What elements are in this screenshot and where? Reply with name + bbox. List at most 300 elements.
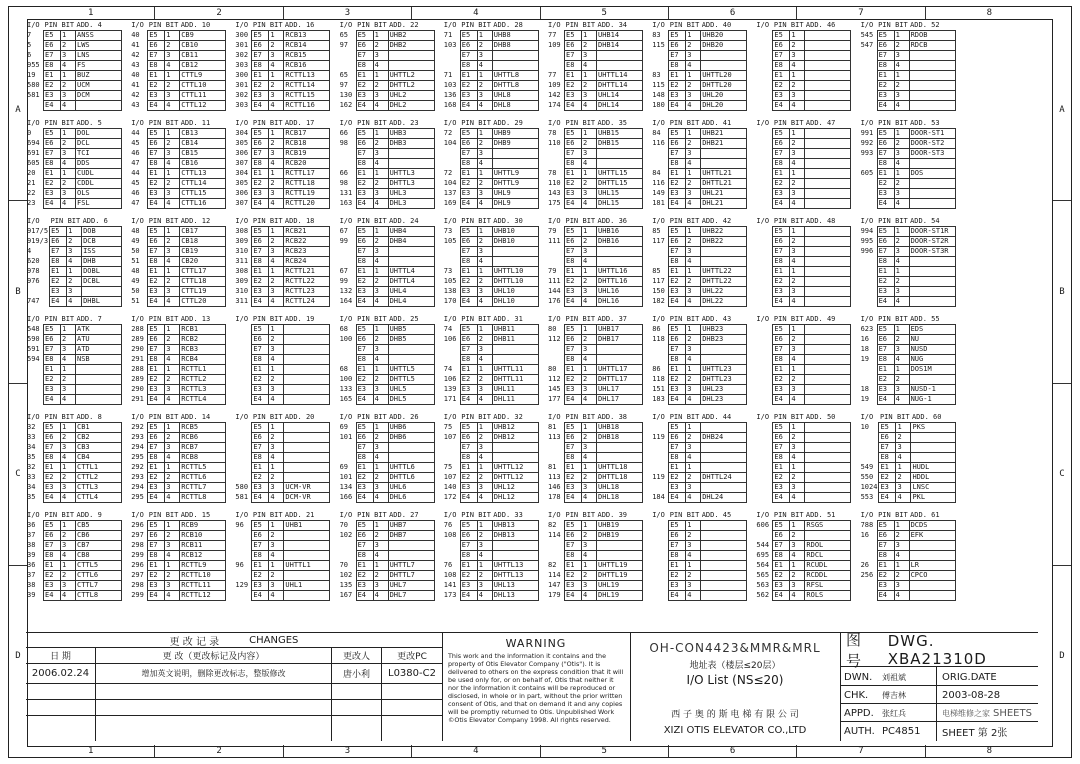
io-row [860,325,956,335]
io-cell: E8 [460,355,477,365]
io-header-cell: ADD. 28 [492,20,538,31]
io-cell: 4 [582,257,597,267]
io-cell [443,149,461,159]
io-cell [909,61,955,71]
io-cell: UHTTL20 [701,71,747,81]
changes-hdr-pc: 更改PC [397,651,427,662]
io-cell: 4 [686,101,701,111]
io-cell: E4 [669,493,686,503]
io-row [651,287,747,297]
io-row [443,345,539,355]
io-block [547,216,643,312]
io-cell: 168 [443,101,461,111]
io-cell: E3 [565,385,582,395]
zone-label: D [15,651,21,662]
io-row [234,345,330,355]
io-cell: RCTTL16 [284,101,330,111]
io-block [339,510,435,606]
io-cell: E4 [148,395,165,405]
io-cell: 4 [894,159,909,169]
io-cell [805,61,851,71]
io-block [651,216,747,312]
io-header-cell: PIN [460,118,477,129]
io-cell [755,355,773,365]
io-cell: 1 [61,31,76,41]
warning-text: This work and the information it contains and the property of Otis Elevator Company ("Otis"). It is delivered to others on the express condition that it will be used only for, or on behalf of, Otis that neither it nor the information it contains will be reproduced or disclosed, in whole or in part, without the prior written consent of Otis, and that on demand it and any copies will be promptly returned to Otis. Unpublished Work ©Otis Elevator Company 1998. All rights reserved. [448,652,624,724]
io-cell: E4 [356,395,373,405]
io-cell: DHL20 [701,101,747,111]
io-row [339,541,435,551]
io-cell: E6 [252,139,269,149]
io-cell: 2 [269,531,284,541]
io-block [860,510,956,606]
io-cell: E8 [460,257,477,267]
io-cell: 40 [130,31,148,41]
io-cell [805,267,851,277]
io-cell [909,159,955,169]
io-row [130,71,226,81]
io-cell: 65 [339,31,357,41]
io-cell: E5 [148,31,165,41]
io-row [860,463,956,473]
io-cell [651,61,669,71]
io-cell [651,521,669,531]
io-cell: E8 [252,453,269,463]
io-cell: 3 [582,287,597,297]
io-cell: 2 [165,237,180,247]
io-cell: DHL7 [388,591,434,601]
io-cell: 1 [686,365,701,375]
io-cell: RCTTL12 [180,591,226,601]
io-cell: RCTTL3 [180,385,226,395]
io-cell: E3 [148,91,165,101]
io-cell: 2 [686,41,701,51]
io-row [339,159,435,169]
io-cell: E1 [356,561,373,571]
io-cell [547,61,565,71]
io-cell: E1 [44,365,61,375]
io-cell: 2 [477,139,492,149]
io-cell: 51 [130,257,148,267]
io-cell: 4 [373,395,388,405]
io-cell: 298 [130,581,148,591]
io-header-cell: BIT [686,412,700,421]
io-row [547,521,643,531]
io-cell [597,541,643,551]
io-row [234,237,330,247]
io-row [651,395,747,405]
io-cell [284,453,330,463]
io-cell: E5 [565,521,582,531]
io-cell: DHTTL9 [492,179,538,189]
io-cell: E5 [773,31,790,41]
io-cell: 3 [894,149,909,159]
io-header-cell: ADD. 49 [805,314,851,325]
io-cell: 3 [894,247,909,257]
io-cell: 3 [269,541,284,551]
io-row [443,287,539,297]
io-cell: 1 [582,561,597,571]
io-cell: 2 [894,41,909,51]
io-cell [597,149,643,159]
io-row [651,267,747,277]
io-cell: 85 [651,267,669,277]
io-row [130,541,226,551]
io-cell: E7 [50,247,67,257]
io-cell [597,453,643,463]
io-cell: 4 [165,199,180,209]
io-cell: 3 [373,345,388,355]
io-row [339,277,435,287]
io-cell: 101 [339,433,357,443]
io-cell: UHTTL18 [597,463,643,473]
io-cell [234,443,252,453]
io-cell: 4 [686,297,701,307]
io-cell: E3 [148,287,165,297]
io-cell: E8 [877,551,894,561]
io-cell: E7 [460,541,477,551]
io-cell: E3 [460,483,477,493]
io-cell: 1 [61,561,76,571]
io-cell: CUDL [76,169,122,179]
io-header-cell: I/O [131,118,144,127]
io-cell: 86 [651,365,669,375]
io-cell: E2 [44,81,61,91]
io-cell: E2 [252,571,269,581]
io-header-cell: BIT [165,412,179,421]
io-row [234,561,330,571]
io-row [443,375,539,385]
io-cell: CB14 [180,139,226,149]
io-cell: 1 [61,71,76,81]
io-row [339,31,435,41]
io-cell: 4 [582,159,597,169]
io-row [547,335,643,345]
io-cell: CB20 [180,257,226,267]
io-row [651,61,747,71]
io-cell: 107 [443,433,461,443]
io-header-cell: ADD. 14 [180,412,226,423]
io-row [860,531,956,541]
io-cell: 2 [61,571,76,581]
io-cell: 172 [443,493,461,503]
io-cell [443,159,461,169]
io-cell: TCI [76,149,122,159]
io-cell: E8 [356,453,373,463]
io-cell: E8 [773,551,790,561]
io-cell: E1 [460,71,477,81]
io-header-cell: PIN [565,20,582,31]
io-cell: DHL5 [388,395,434,405]
io-cell: 104 [443,179,461,189]
io-cell: 18 [860,345,878,355]
io-cell: E8 [669,159,686,169]
io-cell: 301 [234,81,252,91]
io-cell: E1 [252,365,269,375]
io-cell: 100 [339,335,357,345]
io-cell [651,257,669,267]
io-cell: 2 [165,81,180,91]
io-cell [755,227,773,237]
io-row [547,483,643,493]
io-cell: E7 [252,149,269,159]
io-cell [443,355,461,365]
io-cell [26,395,44,405]
io-cell: E4 [252,591,269,601]
io-cell: E2 [669,375,686,385]
io-cell: 2 [269,335,284,345]
io-header-cell: BIT [895,20,908,29]
io-cell: RCTTL9 [180,561,226,571]
io-row [443,483,539,493]
io-cell: E8 [460,159,477,169]
io-cell: E5 [669,227,686,237]
io-cell: 4 [269,551,284,561]
io-cell [805,41,851,51]
io-cell: UHB5 [388,325,434,335]
changes-row-empty [26,683,442,700]
io-header-cell: I/O [756,510,770,519]
io-cell: 42 [130,91,148,101]
io-cell: 1 [269,561,284,571]
io-cell: DCM-VR [284,493,330,503]
io-cell [443,345,461,355]
io-cell: 3 [269,443,284,453]
io-cell: E3 [877,189,894,199]
io-cell: 1 [477,71,492,81]
io-cell [860,61,878,71]
io-row [755,199,851,209]
io-cell: 549 [860,463,879,473]
io-cell: UHTTL14 [597,71,643,81]
io-cell: 1 [894,365,909,375]
io-block [651,20,747,116]
io-block [755,314,851,410]
io-cell: UHB19 [597,521,643,531]
io-block [234,118,330,214]
io-cell [755,81,773,91]
io-block [547,510,643,606]
io-cell [755,31,773,41]
io-cell [443,257,461,267]
io-cell: E8 [148,453,165,463]
io-cell: 4 [790,159,805,169]
io-header-cell: ADD. 43 [701,314,747,325]
io-row [339,571,435,581]
io-cell: 3 [790,345,805,355]
io-row [443,129,539,139]
io-cell: RCB11 [180,541,226,551]
io-cell: E4 [773,395,790,405]
io-cell: E1 [565,365,582,375]
io-cell: 1 [790,227,805,237]
io-header-cell: PIN [460,412,477,423]
io-cell [76,375,122,385]
io-cell: E4 [460,199,477,209]
io-row [860,571,956,581]
io-cell: 49 [130,237,148,247]
io-header-cell: ADD. 55 [909,314,955,325]
io-cell: 309 [234,277,252,287]
io-cell: UHB17 [597,325,643,335]
io-cell: 2 [373,277,388,287]
io-cell: E8 [773,453,790,463]
io-row [26,423,122,433]
io-header-cell: I/O [27,510,40,519]
io-cell [755,237,773,247]
io-cell: E4 [148,493,165,503]
io-cell: 2 [686,531,701,541]
io-cell: 1 [582,227,597,237]
io-cell: E2 [148,571,165,581]
io-cell: 163 [339,199,357,209]
io-cell: 292 [130,423,148,433]
io-cell: 288 [130,325,148,335]
io-cell: E7 [669,541,686,551]
io-cell: 4 [790,297,805,307]
io-row [860,423,956,433]
io-cell: UHTTL4 [388,267,434,277]
io-cell: 2 [477,571,492,581]
io-cell: E4 [877,297,894,307]
io-cell: E7 [877,541,894,551]
io-row [547,297,643,307]
io-cell: 70 [339,521,357,531]
io-row [443,41,539,51]
io-cell: E6 [565,139,582,149]
io-cell: E7 [565,443,582,453]
io-row [234,335,330,345]
io-cell [492,541,538,551]
io-row [755,81,851,91]
io-cell: 2 [373,81,388,91]
io-cell: NUG-1 [909,395,955,405]
io-cell: 2 [686,179,701,189]
io-cell: 562 [755,591,773,601]
io-header-cell: BIT [582,412,596,421]
io-cell: E2 [50,277,67,287]
io-cell: RCTTL24 [284,297,330,307]
io-row [651,561,747,571]
project-title: I/O List (NS≤20) [686,673,784,687]
io-header-cell: I/O [548,510,561,519]
io-cell [76,365,122,375]
zone-label: C [1053,384,1071,566]
io-cell: E1 [356,267,373,277]
io-cell [284,345,330,355]
io-cell: 142 [547,91,565,101]
io-cell [547,541,565,551]
io-cell: UHTTL12 [492,463,538,473]
io-row [547,365,643,375]
io-cell: 3 [790,443,805,453]
io-cell: 995 [860,237,878,247]
io-cell: 175 [547,199,565,209]
io-cell [755,345,773,355]
io-row [547,433,643,443]
io-header-cell: BIT [790,118,804,127]
io-row [339,493,435,503]
io-cell: DHL16 [597,297,643,307]
io-cell [805,297,851,307]
io-row [130,335,226,345]
io-cell: 2 [790,237,805,247]
io-header-cell: BIT [895,314,908,323]
io-cell: E7 [356,541,373,551]
io-cell: 5 [26,41,44,51]
io-header-cell: BIT [895,216,908,225]
io-cell: 2 [269,179,284,189]
io-cell: E1 [669,463,686,473]
io-header-cell: PIN [773,412,790,423]
io-cell [651,463,669,473]
io-cell: 38 [26,581,44,591]
io-cell: 1 [686,325,701,335]
io-header-cell: PIN [669,216,686,227]
io-cell: 1 [582,267,597,277]
io-cell [339,453,357,463]
io-cell [805,257,851,267]
io-row [443,443,539,453]
io-cell: 293 [130,473,148,483]
io-cell: 4 [269,297,284,307]
io-cell: 606 [755,521,773,531]
io-cell [805,385,851,395]
io-header-cell: ADD. 24 [388,216,434,227]
io-block [860,20,956,116]
io-row [860,345,956,355]
io-cell: CB2 [76,433,122,443]
io-header-cell: PIN [565,510,582,521]
io-cell: 4 [269,199,284,209]
io-cell: UHTTL13 [492,561,538,571]
io-block [234,216,330,312]
io-cell: 2 [582,139,597,149]
io-cell: 4 [582,551,597,561]
io-cell: 4 [896,453,911,463]
io-row [339,385,435,395]
io-cell: 3 [165,287,180,297]
io-cell: E2 [356,473,373,483]
io-cell [492,443,538,453]
orig-date-value: 2003-08-28 [942,689,1001,701]
zone-label: 7 [797,7,925,19]
io-row [443,139,539,149]
io-cell [860,71,878,81]
io-cell: E6 [356,41,373,51]
io-cell: E6 [44,139,61,149]
io-cell [860,581,878,591]
io-cell: DHB4 [388,237,434,247]
io-cell [755,433,773,443]
io-cell: 4 [269,395,284,405]
io-cell: UHL12 [492,483,538,493]
io-cell: E1 [252,169,269,179]
io-cell: 3 [269,345,284,355]
io-cell: 978 [26,267,50,277]
io-cell [547,149,565,159]
io-cell [909,81,955,91]
io-cell [805,493,851,503]
io-block [130,20,226,116]
io-cell: 2 [165,571,180,581]
io-cell: E4 [148,199,165,209]
io-cell: 131 [339,189,357,199]
io-row [651,345,747,355]
io-header-cell: BIT [582,216,596,225]
company-name-cn: 西 子 奥 的 斯 电 梯 有 限 公 司 [671,710,799,720]
io-cell [388,355,434,365]
